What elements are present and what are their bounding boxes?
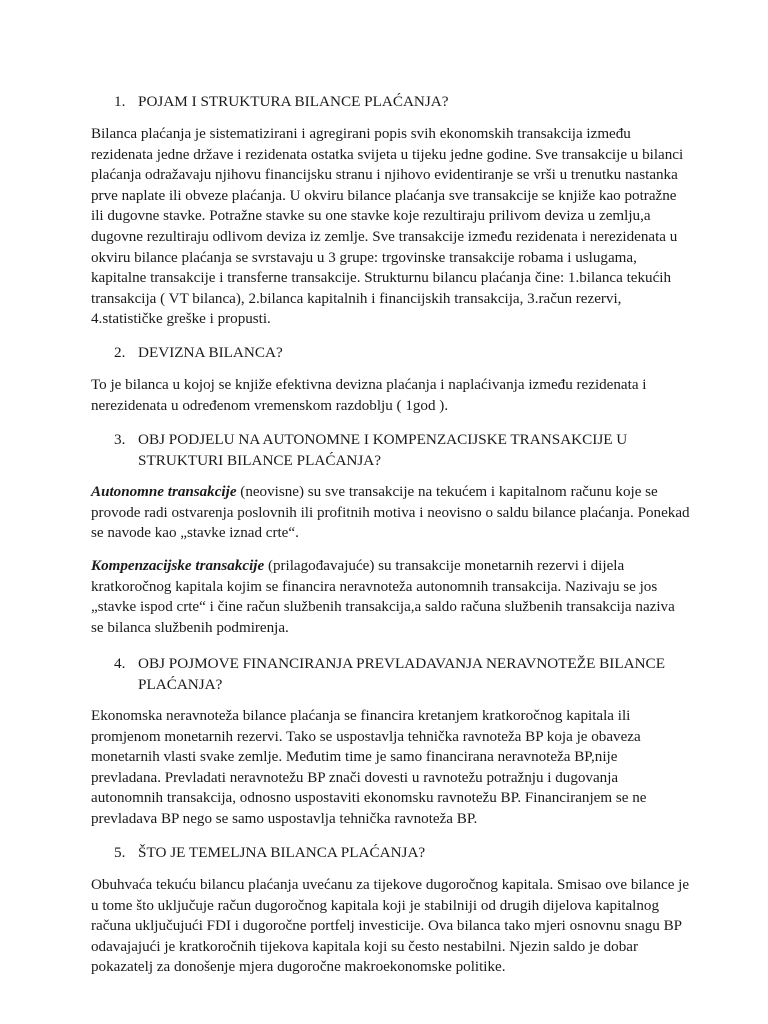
kompenzacijske-term: Kompenzacijske transakcije <box>91 558 265 574</box>
section-5-number: 5. <box>114 844 126 861</box>
section-2-title: DEVIZNA BILANCA? <box>138 344 283 361</box>
section-1-number: 1. <box>114 93 126 110</box>
section-1-body: Bilanca plaćanja je sistematizirani i agregirani popis svih ekonomskih transakcija između rezidenata jedne države i rezidenata ostatka svijeta u tijeku jedne godine. Sve transakcije u bilanci plaćanja odražavaju njihovu financijsku stranu i njihovo evidentiranje se vrši u trenutku nastanka prve naplate ili obveze plaćanja. U okviru bilance plaćanja sve transakcije se knjiže kao potražne ili dugovne stavke. Potražne stavke su one stavke koje rezultiraju prilivom deviza u zemlju,a dugovne rezultiraju odlivom deviza iz zemlje. Sve transakcije između rezidenata i nerezidenata u okviru bilance plaćanja se svrstavaju u 3 grupe: trgovinske transakcije robama i uslugama, kapitalne transakcije i transferne transakcije. Strukturnu bilancu plaćanja čine: 1.bilanca tekućih transakcija ( VT bilanca), 2.bilanca kapitalnih i financijskih transakcija, 3.račun rezervi, 4.statističke greške i propusti. <box>91 126 684 328</box>
section-2-number: 2. <box>114 344 126 361</box>
section-5-body: Obuhvaća tekuću bilancu plaćanja uvećanu za tijekove dugoročnog kapitala. Smisao ove bilance je u tome što uključuje račun dugoročnog kapitala koji je stabilniji od drugih dijelova kapitalnog računa uključujući FDI i dugoročne portfelj investicije. Ova bilanca tako mjeri osnovnu snagu BP odavajajući je kratkoročnih tijekova kapitala koji su često nestabilni. Njezin saldo je dobar pokazatelj za donošenje mjera dugoročne makroekonomske politike. <box>91 877 690 976</box>
section-2-heading <box>114 342 674 363</box>
section-5-heading <box>114 842 674 863</box>
section-3-number: 3. <box>114 431 126 448</box>
section-5-title: ŠTO JE TEMELJNA BILANCA PLAĆANJA? <box>138 844 426 861</box>
autonomne-term: Autonomne transakcije <box>91 484 237 500</box>
autonomne-body: (neovisne) su sve transakcije na tekućem i kapitalnom računu koje se provode radi ostvarenja poslovnih ili profitnih motiva i neovisno o saldu bilance plaćanja. Ponekad se navode kao „stavke iznad crte“. <box>91 484 690 542</box>
section-3-heading <box>114 429 674 471</box>
section-3-autonomne-paragraph <box>91 482 691 544</box>
section-1-title: POJAM I STRUKTURA BILANCE PLAĆANJA? <box>138 93 449 110</box>
section-4-heading <box>114 653 674 695</box>
section-3-title: OBJ PODJELU NA AUTONOMNE I KOMPENZACIJSKE TRANSAKCIJE U STRUKTURI BILANCE PLAĆANJA? <box>138 431 628 469</box>
section-3-kompenzacijske-paragraph <box>91 556 691 638</box>
section-2-body: To je bilanca u kojoj se knjiže efektivna devizna plaćanja i naplaćivanja između rezidenata i nerezidenata u određenom vremenskom razdoblju ( 1god ). <box>91 377 647 414</box>
section-4-body: Ekonomska neravnoteža bilance plaćanja se financira kretanjem kratkoročnog kapitala ili promjenom monetarnih rezervi. Tako se uspostavlja tehnička ravnoteža BP koja je obaveza monetarnih vlasti svake zemlje. Međutim time je samo financirana neravnoteža BP,nije prevladana. Prevladati neravnotežu BP znači dovesti u ravnotežu potražnju i dugovanja autonomnih transakcija, odnosno uspostaviti ekonomsku ravnotežu BP. Financiranjem se ne prevladava BP nego se samo uspostavlja tehnička ravnoteža BP. <box>91 708 647 827</box>
section-4-number: 4. <box>114 655 126 672</box>
section-1-heading <box>114 91 674 112</box>
kompenzacijske-body: (prilagođavajuće) su transakcije monetarnih rezervi i dijela kratkoročnog kapitala kojim se financira neravnoteža autonomnih transakcija. Nazivaju se jos „stavke ispod crte“ i čine račun službenih transakcija,a saldo računa službenih transakcija naziva se bilanca službenih podmirenja. <box>91 558 675 636</box>
section-4-title: OBJ POJMOVE FINANCIRANJA PREVLADAVANJA NERAVNOTEŽE BILANCE PLAĆANJA? <box>138 655 665 693</box>
